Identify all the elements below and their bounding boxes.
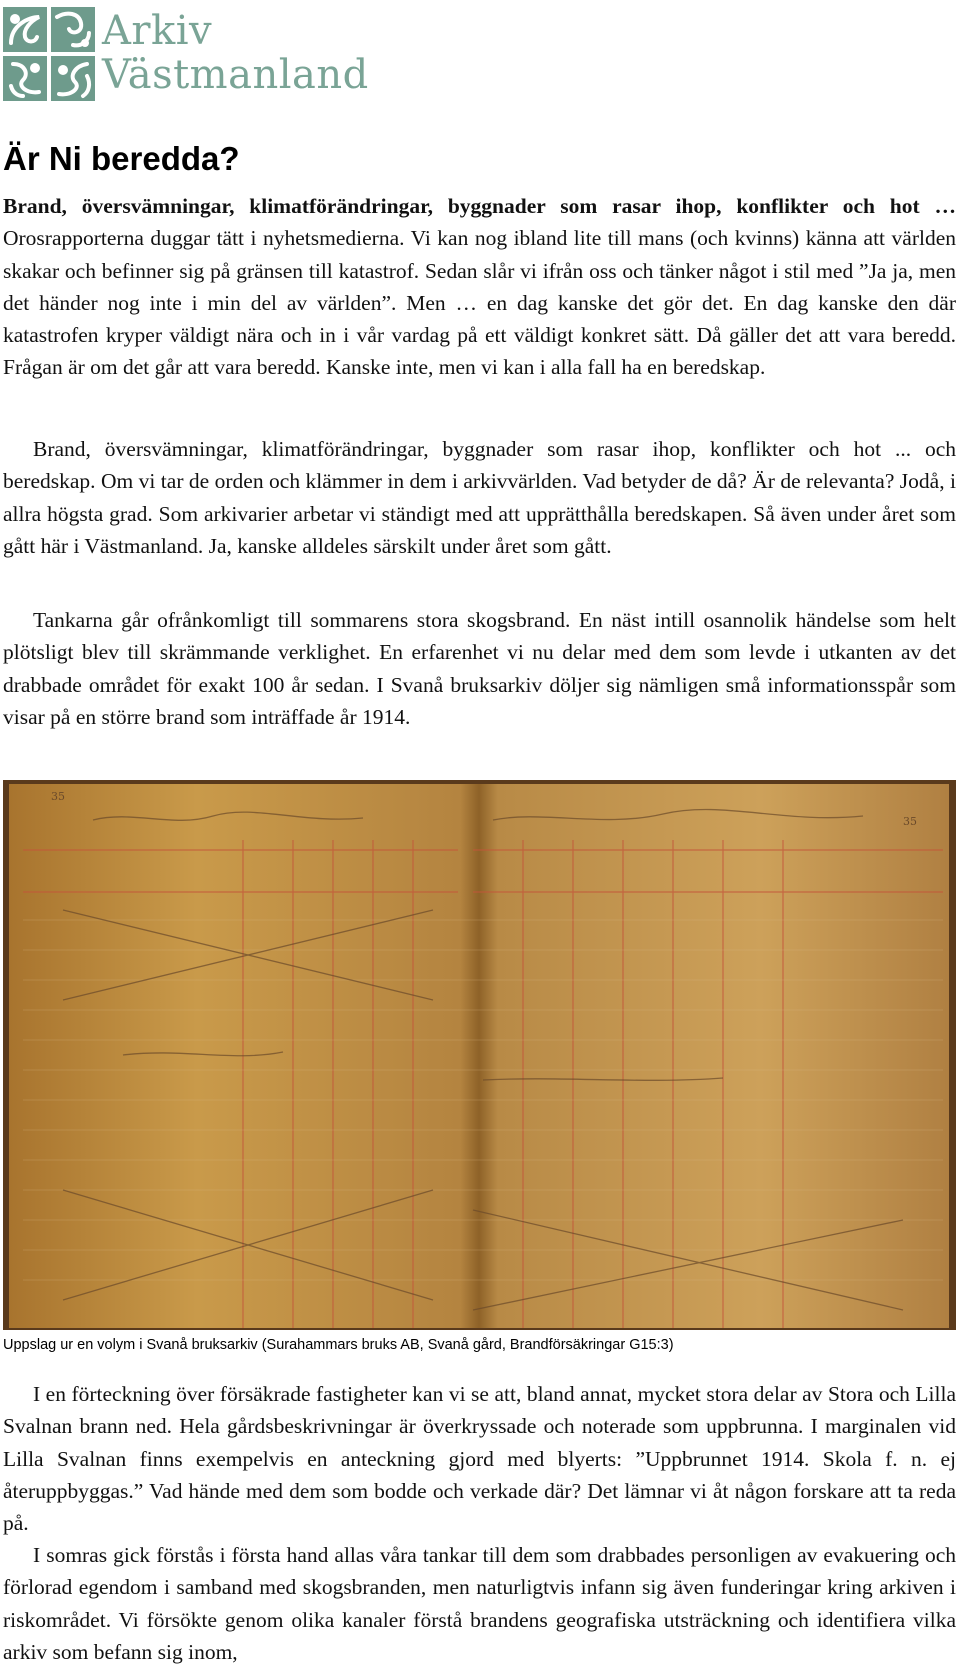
paragraph-preparedness: Brand, översvämningar, klimatförändringar, byggnader som rasar ihop, konflikter och hot ... och beredskap. Om vi tar de orden och klämmer in dem i arkivvärlden. Vad betyder de då? Är de relevanta? Jodå, i allra högsta grad. Som arkivarier arbetar vi ständigt med att upprätthålla beredskapen. Så även under året som gått här i Västmanland. Ja, kanske alldeles särskilt under året som gått. [3,437,956,558]
logo-ornament-grid [3,7,95,101]
page-title: Är Ni beredda? [3,140,240,177]
ledger-page-number-right: 35 [903,815,917,828]
ornament-icon [3,56,47,101]
paragraph-intro [3,190,956,384]
ledger-illustration [3,780,956,1330]
archive-ledger-photo [3,780,956,1330]
paragraph-ledger-findings: I en förteckning över försäkrade fastigheter kan vi se att, bland annat, mycket stora delar av Stora och Lilla Svalnan brann ned. Hela gårdsbeskrivningar är överkryssade och noterade som uppbrunna. I marginalen vid Lilla Svalnan finns exempelvis en anteckning gjord med blyerts: ”Uppbrunnet 1914. Skola f. n. ej återuppbyggas.” Vad hände med dem som bodde och verkade där? Det lämnar vi åt någon forskare att ta reda på. [3,1382,956,1536]
logo-wordmark [102,9,369,97]
photo-caption: Uppslag ur en volym i Svanå bruksarkiv (Surahammars bruks AB, Svanå gård, Brandförsäkringar G15:3) [3,1337,674,1353]
arkiv-vastmanland-logo [3,7,369,101]
ornament-icon [3,7,47,52]
logo-line-1: Arkiv [102,8,213,54]
ornament-icon [51,56,95,101]
paragraph-forest-fire: Tankarna går ofrånkomligt till sommarens stora skogsbrand. En näst intill osannolik händelse som helt plötsligt blev till skrämmande verklighet. En erfarenhet vi nu delar med dem som levde i utkanten av det drabbade området för exakt 100 år sedan. I Svanå bruksarkiv döljer sig nämligen små informationsspår som visar på en större brand som inträffade år 1914. [3,608,956,729]
logo-line-2: Västmanland [102,52,369,98]
paragraph-intro-bold-lead: Brand, översvämningar, klimatförändringar, byggnader som rasar ihop, konflikter och hot … [3,194,956,218]
ledger-page-number-left: 35 [51,790,65,803]
ornament-icon [51,7,95,52]
paragraph-summer-fire: I somras gick förstås i första hand allas våra tankar till dem som drabbades personligen av evakuering och förlorad egendom i samband med skogsbranden, men naturligtvis infann sig även funderingar kring arkiven i riskområdet. Vi försökte genom olika kanaler förstå brandens geografiska utsträckning och identifiera vilka arkiv som befann sig inom, [3,1543,956,1664]
paragraph-intro-rest: Orosrapporterna duggar tätt i nyhetsmedierna. Vi kan nog ibland lite till mans (och kvinns) känna att världen skakar och befinner sig på gränsen till katastrof. Sedan slår vi ifrån oss och tänker något i stil med ”Ja ja, men det händer nog inte i min del av världen”. Men … en dag kanske det gör det. En dag kanske den där katastrofen kryper väldigt nära och in i vår vardag på ett väldigt konkret sätt. Då gäller det att vara beredd. Frågan är om det går att vara beredd. Kanske inte, men vi kan i alla fall ha en beredskap. [3,226,956,380]
